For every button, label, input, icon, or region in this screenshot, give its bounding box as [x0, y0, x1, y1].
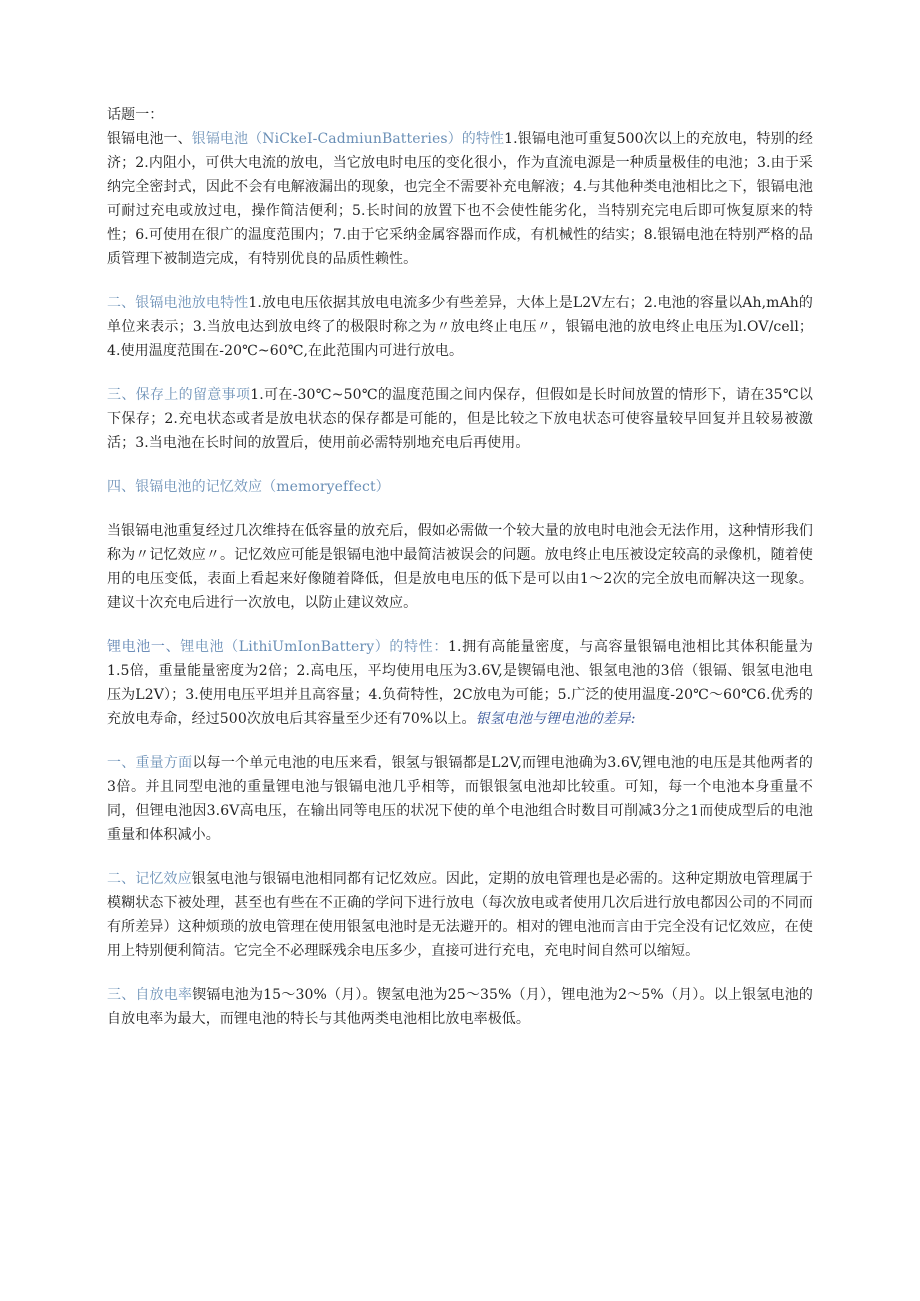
- lithium-features-heading: 锂电池（LithiUmIonBattery）的特性：: [180, 639, 448, 655]
- nicd-features-body: 1.银镉电池可重复500次以上的充放电，特别的经济；2.内阻小，可供大电流的放电，当它放电时电压的变化很小，作为直流电源是一种质量极佳的电池；3.由于采纳完全密封式，因此不会有电解液漏出的现象，也完全不需要补充电解液；4.与其他种类电池相比之下，银镉电池可耐过充电或放过电，操作简洁便利；5.长时间的放置下也不会使性能劣化，当特别充完电后即可恢复原来的特性；6.可使用在很广的温度范围内；7.由于它采纳金属容器而作成，有机械性的结实；8.银镉电池在特别严格的品质管理下被制造完成，有特别优良的品质性赖性。: [107, 131, 813, 267]
- document-page: [107, 103, 813, 1031]
- self-discharge-heading: 三、自放电率: [107, 987, 193, 1003]
- storage-heading: 三、保存上的留意事项: [107, 387, 251, 403]
- paragraph-discharge: [107, 291, 813, 363]
- comparison-subheading: 银氢电池与锂电池的差异:: [475, 711, 636, 727]
- paragraph-lithium-features: [107, 635, 813, 731]
- lithium-features-body: 1.拥有高能量密度，与高容量银镉电池相比其体积能量为1.5倍，重量能量密度为2倍；2.高电压，平均使用电压为3.6V,是锲镉电池、银氢电池的3倍（银镉、银氢电池电压为L2V）；3.使用电压平坦并且高容量；4.负荷特性，2C放电为可能；5.广泛的使用温度-20℃～60℃6.优秀的充放电寿命，经过500次放电后其容量至少还有70%以上。: [107, 639, 813, 727]
- weight-heading: 一、重量方面: [107, 755, 193, 771]
- memory-effect-heading: 四、银镉电池的记忆效应（memoryeffect）: [107, 479, 390, 495]
- paragraph-memory-heading: [107, 475, 813, 499]
- paragraph-memory-body: [107, 519, 813, 615]
- memory-effect-body: 当银镉电池重复经过几次维持在低容量的放充后，假如必需做一个较大量的放电时电池会无法作用，这种情形我们称为〃记忆效应〃。记忆效应可能是银镉电池中最简洁被误会的问题。放电终止电压被设定较高的录像机，随着使用的电压变低，表面上看起来好像随着降低，但是放电电压的低下是可以由1～2次的完全放电而解决这一现象。建议十次充电后进行一次放电，以防止建议效应。: [107, 523, 813, 611]
- paragraph-nicd-features: [107, 127, 813, 271]
- self-discharge-body: 锲镉电池为15～30%（月）。锲氢电池为25～35%（月），锂电池为2～5%（月）。以上银氢电池的自放电率为最大，而锂电池的特长与其他两类电池相比放电率极低。: [107, 987, 813, 1027]
- paragraph-storage: [107, 383, 813, 455]
- memory-compare-heading: 二、记忆效应: [107, 871, 192, 887]
- storage-body: 1.可在-30℃~50℃的温度范围之间内保存，但假如是长时间放置的情形下，请在35℃以下保存；2.充电状态或者是放电状态的保存都是可能的，但是比较之下放电状态可使容量较早回复并且较易被激活；3.当电池在长时间的放置后，使用前必需特别地充电后再使用。: [107, 387, 814, 451]
- memory-compare-body: 银氢电池与银镉电池相同都有记忆效应。因此，定期的放电管理也是必需的。这种定期放电管理属于模糊状态下被处理，甚至也有些在不正确的学问下进行放电（每次放电或者使用几次后进行放电都因公司的不同而有所差异）这种烦琐的放电管理在使用银氢电池时是无法避开的。相对的锂电池而言由于完全没有记忆效应，在使用上特别便利简洁。它完全不必理睬残余电压多少，直接可进行充电，充电时间自然可以缩短。: [107, 871, 813, 959]
- topic-label: 话题一：: [107, 107, 164, 123]
- nicd-features-heading: 银镉电池（NiCkeI-CadmiunBatteries）的特性: [191, 131, 505, 147]
- paragraph-weight: [107, 751, 813, 847]
- discharge-heading: 二、银镉电池放电特性: [107, 295, 249, 311]
- nicd-prefix: 银镉电池一、: [107, 131, 192, 147]
- paragraph-self-discharge: [107, 983, 813, 1031]
- lithium-prefix: 锂电池一、: [107, 639, 181, 655]
- weight-body: 以每一个单元电池的电压来看，银氢与银镉都是L2V,而锂电池确为3.6V,锂电池的电压是其他两者的3倍。并且同型电池的重量锂电池与银镉电池几乎相等，而银银氢电池却比较重。可知，每一个电池本身重量不同，但锂电池因3.6V高电压，在输出同等电压的状况下使的单个电池组合时数目可削减3分之1而使成型后的电池重量和体积减小。: [107, 755, 813, 843]
- paragraph-memory-compare: [107, 867, 813, 963]
- discharge-body: 1.放电电压依据其放电电流多少有些差异，大体上是L2V左右；2.电池的容量以Ah,mAh的单位来表示；3.当放电达到放电终了的极限时称之为〃放电终止电压〃，银镉电池的放电终止电压为l.OV/cell；4.使用温度范围在-20℃~60℃,在此范围内可进行放电。: [107, 295, 813, 359]
